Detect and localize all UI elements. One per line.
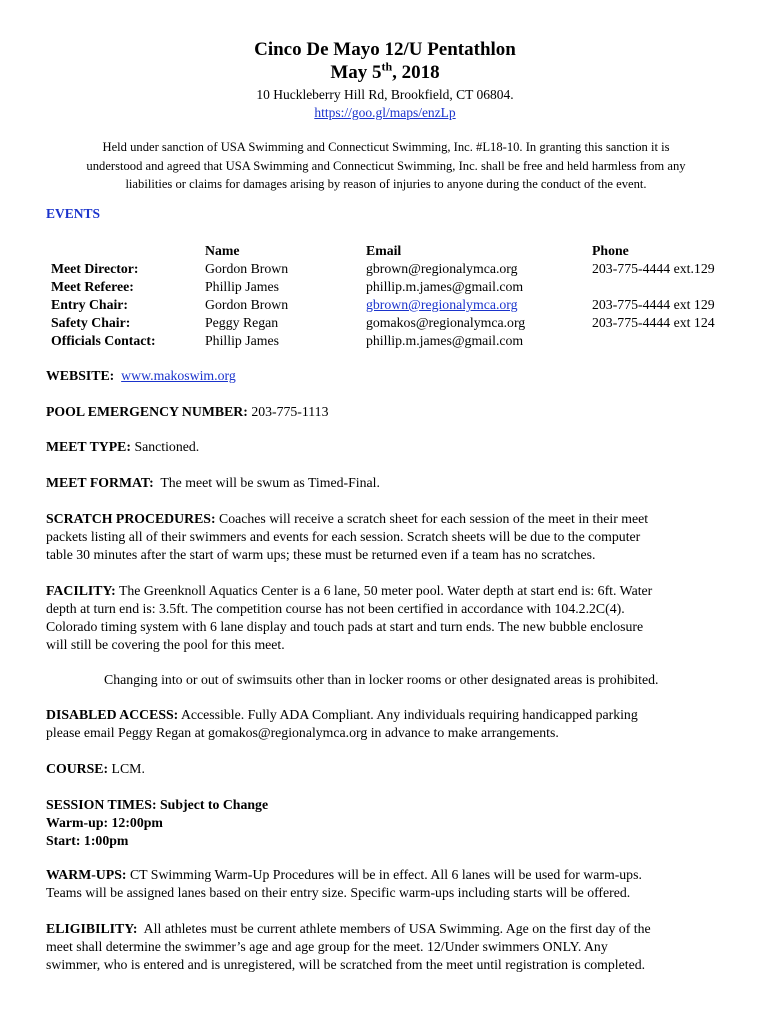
pool-emergency-label: POOL EMERGENCY NUMBER: — [46, 404, 248, 419]
role-safety-chair: Safety Chair: — [51, 315, 131, 330]
meet-date — [0, 59, 770, 84]
warmups-label: WARM-UPS: — [46, 867, 127, 882]
course-label: COURSE: — [46, 761, 109, 776]
contact-email: phillip.m.james@gmail.com — [366, 279, 524, 294]
contact-name: Peggy Regan — [205, 315, 279, 330]
role-meet-referee: Meet Referee: — [51, 279, 134, 294]
meet-format-value: The meet will be swum as Timed-Final. — [160, 475, 380, 490]
scratch-procedures — [46, 510, 726, 564]
meet-format-row — [46, 474, 726, 492]
course-row — [46, 760, 726, 778]
contact-phone: 203-775-4444 ext 124 — [592, 315, 715, 330]
pool-emergency-number: 203-775-1113 — [251, 404, 329, 419]
website-link[interactable]: www.makoswim.org — [121, 368, 236, 383]
sanction-line: liabilities or claims for damages arising by reason of injuries to anyone during the conduct of the event. — [125, 177, 647, 191]
contact-email: gbrown@regionalymca.org — [366, 261, 518, 276]
warmups-section — [46, 866, 726, 902]
facility-text: depth at turn end is: 3.5ft. The competition course has not been certified in accordance with 104.2.2C(4). — [46, 601, 625, 616]
disabled-access-label: DISABLED ACCESS: — [46, 707, 179, 722]
contact-name: Phillip James — [205, 333, 279, 348]
contact-phone: 203-775-4444 ext.129 — [592, 261, 715, 276]
role-entry-chair: Entry Chair: — [51, 297, 129, 312]
contact-phone — [592, 278, 715, 296]
meet-address: 10 Huckleberry Hill Rd, Brookfield, CT 06804. — [256, 87, 514, 102]
sanction-line: understood and agreed that USA Swimming and Connecticut Swimming, Inc. shall be free and held harmless from any — [86, 158, 686, 173]
disabled-access-text: please email Peggy Regan at gomakos@regionalymca.org in advance to make arrangements. — [46, 725, 559, 740]
eligibility-text: All athletes must be current athlete members of USA Swimming. Age on the first day of the — [143, 921, 651, 936]
meet-date-suffix-ordinal: th — [381, 59, 393, 74]
meet-date-year: , 2018 — [392, 62, 440, 83]
warmups-text: Teams will be assigned lanes based on their entry size. Specific warm-ups including starts will be offered. — [46, 885, 631, 900]
course-value: LCM. — [111, 761, 145, 776]
meet-title: Cinco De Mayo 12/U Pentathlon — [254, 39, 516, 60]
role-meet-director: Meet Director: — [51, 261, 139, 276]
meet-format-label: MEET FORMAT: — [46, 475, 154, 490]
disabled-access — [46, 706, 726, 742]
facility-text: Colorado timing system with 6 lane display and touch pads at start and turn ends. The new bubble enclosure — [46, 619, 644, 634]
website-row — [46, 367, 726, 385]
sanction-notice — [46, 138, 726, 194]
eligibility-section — [46, 920, 726, 974]
session-start-time: Start: 1:00pm — [46, 833, 129, 848]
phone-header: Phone — [592, 243, 629, 258]
contacts-emails-column — [366, 242, 525, 350]
meet-type-row — [46, 438, 726, 456]
scratch-text: packets listing all of their swimmers and events for each session. Scratch sheets will be due to the computer — [46, 529, 641, 544]
sanction-line: Held under sanction of USA Swimming and Connecticut Swimming, Inc. #L18-10. In granting this sanction it is — [102, 140, 670, 154]
meet-date-prefix: May 5 — [330, 62, 382, 83]
name-header: Name — [205, 243, 240, 258]
changing-notice: Changing into or out of swimsuits other than in locker rooms or other designated areas is prohibited. — [104, 672, 659, 687]
eligibility-text: meet shall determine the swimmer’s age and age group for the meet. 12/Under swimmers ONLY. Any — [46, 939, 608, 954]
meet-type-value: Sanctioned. — [134, 439, 200, 454]
map-link-row — [0, 104, 770, 122]
session-times-heading: SESSION TIMES: Subject to Change — [46, 797, 269, 812]
contact-email: phillip.m.james@gmail.com — [366, 333, 524, 348]
facility-label: FACILITY: — [46, 583, 116, 598]
email-header: Email — [366, 243, 402, 258]
contact-phone — [592, 332, 715, 350]
map-link[interactable]: https://goo.gl/maps/enzLp — [314, 105, 456, 120]
contact-email: gomakos@regionalymca.org — [366, 315, 526, 330]
contact-name: Gordon Brown — [205, 297, 289, 312]
disabled-access-text: Accessible. Fully ADA Compliant. Any individuals requiring handicapped parking — [180, 707, 638, 722]
contacts-names-column — [205, 242, 288, 350]
session-warmup-time: Warm-up: 12:00pm — [46, 815, 163, 830]
role-officials-contact: Officials Contact: — [51, 333, 156, 348]
eligibility-label: ELIGIBILITY: — [46, 921, 138, 936]
meet-type-label: MEET TYPE: — [46, 439, 131, 454]
contact-email-link[interactable]: gbrown@regionalymca.org — [366, 297, 518, 312]
facility-text: The Greenknoll Aquatics Center is a 6 lane, 50 meter pool. Water depth at start end is: 6ft. Water — [118, 583, 653, 598]
contact-name: Gordon Brown — [205, 261, 289, 276]
eligibility-text: swimmer, who is entered and is unregistered, will be scratched from the meet until registration is completed. — [46, 957, 646, 972]
contacts-roles-column — [51, 242, 156, 350]
contacts-phones-column — [592, 242, 715, 350]
facility-section — [46, 582, 726, 654]
scratch-text: Coaches will receive a scratch sheet for each session of the meet in their meet — [219, 511, 649, 526]
contact-name: Phillip James — [205, 279, 279, 294]
roles-header-spacer — [51, 242, 156, 260]
warmups-text: CT Swimming Warm-Up Procedures will be in effect. All 6 lanes will be used for warm-ups. — [129, 867, 642, 882]
session-times — [46, 796, 726, 850]
scratch-label: SCRATCH PROCEDURES: — [46, 511, 216, 526]
scratch-text: table 30 minutes after the start of warm ups; these must be returned even if a team has no scratches. — [46, 547, 596, 562]
events-heading: EVENTS — [46, 206, 101, 221]
pool-emergency-row — [46, 403, 726, 421]
website-label: WEBSITE: — [46, 368, 115, 383]
facility-text: will still be covering the pool for this meet. — [46, 637, 285, 652]
contact-phone: 203-775-4444 ext 129 — [592, 297, 715, 312]
